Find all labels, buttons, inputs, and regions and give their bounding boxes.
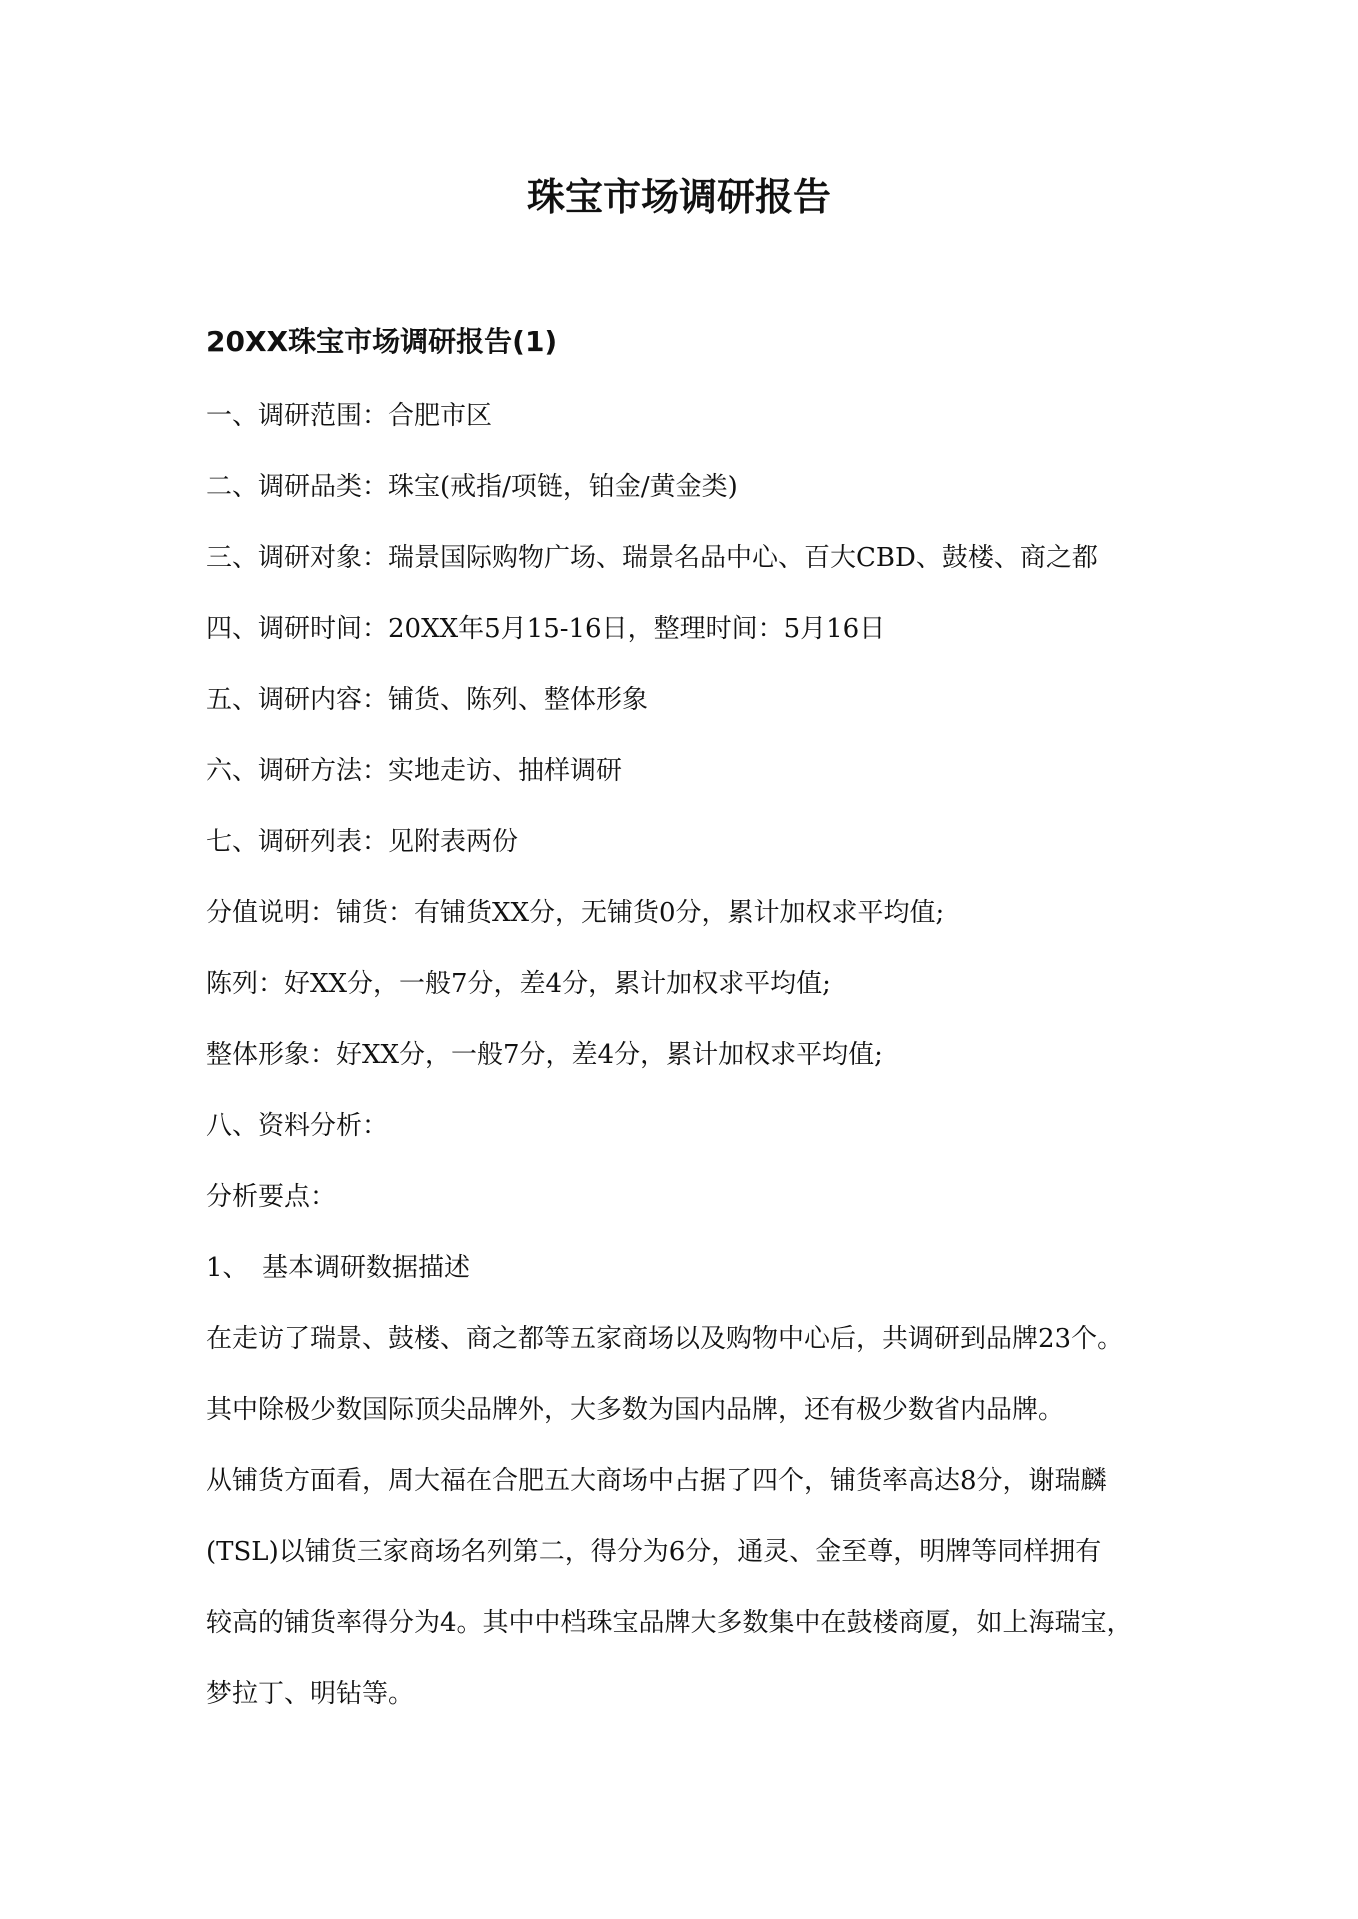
list-item-text: 基本调研数据描述	[262, 1253, 471, 1283]
image-score-line: 整体形象：好XX分，一般7分，差4分，累计加权求平均值;	[206, 1040, 883, 1070]
data-analysis-line: 八、资料分析：	[206, 1111, 389, 1141]
survey-category-line: 二、调研品类：珠宝(戒指/项链，铂金/黄金类)	[206, 472, 738, 502]
score-explanation-line: 分值说明：铺货：有铺货XX分，无铺货0分，累计加权求平均值;	[206, 898, 945, 928]
display-score-line: 陈列：好XX分，一般7分，差4分，累计加权求平均值;	[206, 969, 831, 999]
paragraph-line: 梦拉丁、明钻等。	[206, 1679, 415, 1709]
survey-time-line: 四、调研时间：20XX年5月15-16日，整理时间：5月16日	[206, 614, 886, 644]
document-title: 珠宝市场调研报告	[526, 175, 831, 219]
analysis-points-line: 分析要点：	[206, 1182, 337, 1212]
survey-method-line: 六、调研方法：实地走访、抽样调研	[206, 756, 623, 786]
survey-list-line: 七、调研列表：见附表两份	[206, 827, 519, 857]
survey-content-line: 五、调研内容：铺货、陈列、整体形象	[206, 685, 649, 715]
survey-scope-line: 一、调研范围：合肥市区	[206, 401, 493, 431]
paragraph-line: 其中除极少数国际顶尖品牌外，大多数为国内品牌，还有极少数省内品牌。	[206, 1395, 1065, 1425]
survey-target-line: 三、调研对象：瑞景国际购物广场、瑞景名品中心、百大CBD、鼓楼、商之都	[206, 543, 1098, 573]
section-heading: 20XX珠宝市场调研报告(1)	[206, 325, 558, 358]
paragraph-line: 在走访了瑞景、鼓楼、商之都等五家商场以及购物中心后，共调研到品牌23个。	[206, 1324, 1124, 1354]
list-item-number: 1、	[206, 1253, 249, 1283]
list-item-1	[206, 1250, 1166, 1286]
paragraph-line: (TSL)以铺货三家商场名列第二，得分为6分，通灵、金至尊，明牌等同样拥有	[206, 1537, 1102, 1567]
paragraph-line: 从铺货方面看，周大福在合肥五大商场中占据了四个，铺货率高达8分，谢瑞麟	[206, 1466, 1107, 1496]
paragraph-line: 较高的铺货率得分为4。其中中档珠宝品牌大多数集中在鼓楼商厦，如上海瑞宝，	[206, 1608, 1133, 1638]
